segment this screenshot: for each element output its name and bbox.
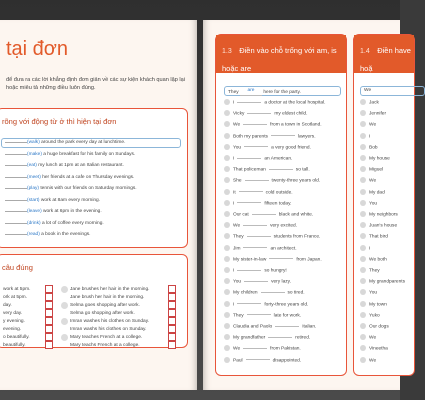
subject-text: My neighbors xyxy=(369,212,398,218)
subject-text: My sister-in-law xyxy=(233,257,267,263)
person-icon xyxy=(360,177,366,183)
person-icon xyxy=(224,121,230,127)
checkbox[interactable] xyxy=(45,293,53,301)
person-icon xyxy=(360,144,366,150)
person-icon xyxy=(360,222,366,228)
answer-blank[interactable] xyxy=(243,225,267,226)
exercise-4-line xyxy=(360,233,388,239)
person-icon xyxy=(360,99,366,105)
exercise-2-right-item xyxy=(61,317,176,325)
subject-text: We xyxy=(369,122,377,128)
exercise-1-line xyxy=(5,140,125,145)
exercise-1-line xyxy=(5,163,124,168)
answer-blank[interactable] xyxy=(243,247,267,248)
answer-blank[interactable] xyxy=(239,191,263,192)
subject-text: We xyxy=(233,223,241,229)
exercise-3-line xyxy=(224,256,322,262)
exercise-1-line xyxy=(5,152,135,157)
exercise-3-line xyxy=(224,278,291,284)
answer-blank[interactable] xyxy=(5,154,27,155)
sentence-rest: a book in the evenings. xyxy=(41,232,91,237)
answer-blank[interactable] xyxy=(5,223,27,224)
exercise-4-line xyxy=(360,301,387,307)
person-icon xyxy=(224,144,230,150)
answer-blank[interactable] xyxy=(275,326,299,327)
exercise-3-number: 1.3 xyxy=(222,48,232,55)
exercise-4-line xyxy=(360,166,383,172)
answer-blank[interactable] xyxy=(246,359,270,360)
answer-blank[interactable] xyxy=(237,158,261,159)
person-icon xyxy=(360,110,366,116)
exercise-3-line xyxy=(224,222,297,228)
sentence-rest: an American. xyxy=(264,156,293,162)
sentence-rest: very excited. xyxy=(270,223,298,229)
answer-blank[interactable] xyxy=(5,177,27,178)
exercise-4-line xyxy=(360,312,380,318)
sentence-rest: forty-three years old. xyxy=(264,301,309,307)
subject-text: Jim xyxy=(233,245,241,251)
exercise-4-line xyxy=(360,189,385,195)
sentence-rest: around the park every day at lunchtime. xyxy=(41,140,126,145)
exercise-4-line xyxy=(360,256,387,262)
subject-text: Vicky xyxy=(233,111,245,117)
sentence-rest: from Japan. xyxy=(296,257,322,263)
exercise-4-line xyxy=(360,222,397,228)
sentence-rest: cold outside. xyxy=(265,189,293,195)
sentence-rest: work at 6pm in the evening. xyxy=(43,209,102,214)
sentence-rest: retired. xyxy=(295,335,311,341)
subject-text: I xyxy=(233,100,235,106)
exercise-4-line xyxy=(360,99,379,105)
subject-text: It xyxy=(233,189,236,195)
subject-text: We xyxy=(369,335,377,341)
sentence-rest: work at 8am every morning. xyxy=(40,197,101,203)
answer-blank[interactable] xyxy=(244,281,268,282)
person-icon xyxy=(224,189,230,195)
verb-hint: (drink) xyxy=(27,220,41,226)
exercise-2-left-item xyxy=(3,309,53,317)
exercise-3-line xyxy=(224,233,320,239)
answer-blank[interactable] xyxy=(237,303,261,304)
exercise-4-line xyxy=(360,155,390,161)
verb-hint: (start) xyxy=(27,197,40,203)
exercise-3-box xyxy=(215,34,347,376)
subject-text: My house xyxy=(369,156,390,162)
sentence-rest: from a town in Scotland. xyxy=(270,122,322,128)
sentence-rest: my eldest child. xyxy=(274,111,308,117)
checkbox[interactable] xyxy=(168,341,176,349)
person-icon xyxy=(360,211,366,217)
subject-text: We both xyxy=(369,257,387,263)
illustration-icon xyxy=(61,302,68,309)
choice-text: evening. xyxy=(3,327,22,333)
checkbox[interactable] xyxy=(45,325,53,333)
sentence-rest: so tall. xyxy=(295,167,310,173)
subject-text: Miguel xyxy=(369,167,384,173)
checkbox[interactable] xyxy=(168,301,176,309)
exercise-2-heading: câu đúng xyxy=(2,263,33,272)
person-icon xyxy=(224,177,230,183)
subject-text: I xyxy=(233,301,235,307)
answer-blank[interactable] xyxy=(244,146,268,147)
choice-text: Jane brushes her hair in the morning. xyxy=(70,287,150,293)
verb-hint: (read) xyxy=(27,232,40,237)
exercise-3-line xyxy=(224,200,291,206)
subject-text: Vineetha xyxy=(369,346,388,352)
person-icon xyxy=(360,166,366,172)
answer-blank[interactable] xyxy=(271,135,295,136)
person-icon xyxy=(224,233,230,239)
illustration-icon xyxy=(61,334,68,341)
person-icon xyxy=(224,289,230,295)
verb-hint: (make) xyxy=(27,151,42,157)
exercise-3-line xyxy=(224,289,305,295)
exercise-4-line xyxy=(360,200,377,206)
subject-text: She xyxy=(233,178,242,184)
person-icon xyxy=(360,267,366,273)
choice-text: day. xyxy=(3,303,12,309)
exercise-2-left-item xyxy=(3,301,53,309)
exercise-4-header xyxy=(354,35,414,73)
exercise-3-header xyxy=(216,35,346,73)
answer-blank[interactable] xyxy=(243,124,267,125)
sentence-rest: from Pakistan. xyxy=(270,346,301,352)
choice-text: y evening. xyxy=(3,319,25,325)
exercise-3-line xyxy=(224,312,301,318)
sentence-rest: disappointed. xyxy=(272,357,302,363)
person-icon xyxy=(360,323,366,329)
person-icon xyxy=(224,312,230,318)
choice-text: ork at 5pm. xyxy=(3,295,27,301)
subject-text: They xyxy=(233,234,244,240)
choice-text: beautifully. xyxy=(3,343,26,349)
exercise-4-line xyxy=(360,245,370,251)
answer-blank[interactable] xyxy=(247,236,271,237)
exercise-3-line xyxy=(224,99,325,105)
subject-text: My grandparents xyxy=(369,279,405,285)
sentence-rest: her friends at a cafe on Thursday evenings. xyxy=(42,174,135,180)
subject-text: My grandfather xyxy=(233,335,266,341)
person-icon xyxy=(360,345,366,351)
exercise-2-left-item xyxy=(3,341,53,349)
sentence-rest: Italian. xyxy=(302,324,317,330)
sentence-rest: an architect. xyxy=(270,245,297,251)
exercise-1-line xyxy=(5,221,104,226)
person-icon xyxy=(360,121,366,127)
exercise-4-box xyxy=(353,34,415,376)
exercise-1-line xyxy=(5,209,102,214)
exercise-4-line xyxy=(360,133,370,139)
choice-text: Jane brush her hair in the morning. xyxy=(70,295,145,301)
exercise-4-line xyxy=(360,289,377,295)
person-icon xyxy=(360,155,366,161)
exercise-2-left-item xyxy=(3,317,53,325)
exercise-3-line xyxy=(224,267,287,273)
answer-blank[interactable] xyxy=(261,292,285,293)
person-icon xyxy=(360,256,366,262)
choice-text: Imran washs his clothes on Sunday. xyxy=(70,327,147,333)
exercise-3-line xyxy=(224,189,293,195)
subject-text: They xyxy=(369,268,380,274)
exercise-4-line xyxy=(360,211,398,217)
checkbox[interactable] xyxy=(45,341,53,349)
choice-text: Mary teaches French at a college. xyxy=(70,335,143,341)
checkbox[interactable] xyxy=(45,301,53,309)
answer-blank[interactable] xyxy=(237,102,261,103)
exercise-3-line xyxy=(224,177,320,183)
exercise-1-line xyxy=(5,198,100,203)
person-icon xyxy=(224,267,230,273)
exercise-1-line xyxy=(5,186,137,191)
exercise-2-right-item xyxy=(61,341,176,349)
answer-blank[interactable] xyxy=(5,188,27,189)
person-icon xyxy=(224,357,230,363)
sentence-rest: a very good friend. xyxy=(271,145,311,151)
exercise-3-line xyxy=(224,211,313,217)
exercise-2-left-item xyxy=(3,325,53,333)
choice-text: very day. xyxy=(3,311,23,317)
answer-blank[interactable] xyxy=(5,211,27,212)
person-icon xyxy=(360,357,366,363)
exercise-3-example: They are here for the party. xyxy=(224,86,341,96)
exercise-3-line xyxy=(224,357,301,363)
answer-blank[interactable] xyxy=(5,200,27,201)
sentence-rest: fifteen today. xyxy=(264,201,292,207)
exercise-2-left-item xyxy=(3,285,53,293)
exercise-3-line xyxy=(224,301,308,307)
subject-text: Both my parents xyxy=(233,133,268,139)
exercise-3-line xyxy=(224,245,297,251)
exercise-2-left-item xyxy=(3,333,53,341)
verb-hint: (play) xyxy=(27,186,39,191)
left-page xyxy=(0,20,197,390)
person-icon xyxy=(224,334,230,340)
exercise-3-heading: Điền vào chỗ trống với am, is hoặc are xyxy=(222,46,337,73)
exercise-4-line xyxy=(360,110,386,116)
person-icon xyxy=(224,323,230,329)
checkbox[interactable] xyxy=(45,285,53,293)
sentence-rest: a lot of coffee every morning. xyxy=(41,220,104,226)
subject-text: My town xyxy=(369,301,387,307)
subject-text: I xyxy=(369,245,371,251)
exercise-4-line xyxy=(360,334,376,340)
checkbox[interactable] xyxy=(168,293,176,301)
choice-text: Imran washes his clothes on Sunday. xyxy=(70,319,150,325)
choice-text: Selma goes shopping after work. xyxy=(70,303,140,309)
exercise-1-line xyxy=(5,175,134,180)
sentence-rest: tennis with our friends on Saturday mornings. xyxy=(40,186,137,191)
subject-text: Our dogs xyxy=(369,324,389,330)
subject-text: Our cat xyxy=(233,212,249,218)
sentence-rest: my lunch at 1pm at an Italian restaurant. xyxy=(38,163,124,168)
exercise-4-number: 1.4 xyxy=(360,48,370,55)
exercise-2-right-item xyxy=(61,309,176,317)
exercise-4-line xyxy=(360,121,376,127)
person-icon xyxy=(360,189,366,195)
checkbox[interactable] xyxy=(168,333,176,341)
checkbox[interactable] xyxy=(168,325,176,333)
checkbox[interactable] xyxy=(168,309,176,317)
exercise-4-line xyxy=(360,357,376,363)
page-title: tại đơn xyxy=(6,38,69,60)
person-icon xyxy=(224,166,230,172)
checkbox[interactable] xyxy=(45,333,53,341)
subject-text: We xyxy=(233,122,241,128)
exercise-2-right-item xyxy=(61,301,176,309)
exercise-2-left-item xyxy=(3,293,53,301)
answer-blank[interactable] xyxy=(269,169,293,170)
exercise-1-line xyxy=(5,232,90,237)
person-icon xyxy=(224,211,230,217)
person-icon xyxy=(224,245,230,251)
subject-text: I xyxy=(233,201,235,207)
person-icon xyxy=(224,155,230,161)
subject-text: Claudia and Paolo xyxy=(233,324,273,330)
exercise-4-heading: Điền have hoặ xyxy=(360,46,411,73)
subject-text: I xyxy=(369,133,371,139)
subject-text: You xyxy=(369,201,378,207)
person-icon xyxy=(224,222,230,228)
exercise-4-line xyxy=(360,177,376,183)
checkbox[interactable] xyxy=(168,285,176,293)
person-icon xyxy=(360,289,366,295)
person-icon xyxy=(224,278,230,284)
exercise-4-line xyxy=(360,345,388,351)
subject-text: My children xyxy=(233,290,258,296)
subject-text: My dad xyxy=(369,189,385,195)
right-page xyxy=(203,20,411,390)
person-icon xyxy=(224,133,230,139)
answer-blank[interactable] xyxy=(247,113,271,114)
intro-text: để đưa ra các lời khẳng định đơn giản về các sự kiện khách quan lặp lại hoặc miêu tả những điều luôn đúng. xyxy=(6,77,186,91)
sentence-rest: a huge breakfast for his family on Sundays. xyxy=(43,151,136,157)
choice-text: Mary teachs French at a college. xyxy=(70,343,140,349)
person-icon xyxy=(360,278,366,284)
subject-text: We xyxy=(233,346,241,352)
exercise-3-line xyxy=(224,133,316,139)
checkbox[interactable] xyxy=(45,309,53,317)
person-icon xyxy=(360,334,366,340)
sentence-rest: late for work. xyxy=(273,313,302,319)
answer-blank[interactable] xyxy=(268,337,292,338)
person-icon xyxy=(224,99,230,105)
sentence-rest: very lazy. xyxy=(271,279,292,285)
verb-hint: (eat) xyxy=(27,163,37,168)
subject-text: Yuko xyxy=(369,313,380,319)
person-icon xyxy=(360,245,366,251)
exercise-3-line xyxy=(224,121,322,127)
choice-text: o beautifully. xyxy=(3,335,30,341)
exercise-4-line xyxy=(360,267,380,273)
person-icon xyxy=(224,110,230,116)
exercise-3-line xyxy=(224,155,292,161)
subject-text: That policeman xyxy=(233,167,266,173)
exercise-3-line xyxy=(224,166,310,172)
sentence-rest: students from France. xyxy=(273,234,321,240)
verb-hint: (walk) xyxy=(27,140,40,145)
answer-blank[interactable] xyxy=(5,142,27,143)
illustration-icon xyxy=(61,286,68,293)
exercise-2-right-item xyxy=(61,333,176,341)
exercise-3-line xyxy=(224,334,310,340)
person-icon xyxy=(224,200,230,206)
exercise-1-box xyxy=(0,108,188,248)
checkbox[interactable] xyxy=(168,317,176,325)
illustration-icon xyxy=(61,318,68,325)
answer-blank[interactable] xyxy=(252,214,276,215)
subject-text: We xyxy=(369,357,377,363)
person-icon xyxy=(360,312,366,318)
sentence-rest: black and white. xyxy=(278,212,314,218)
answer-blank[interactable] xyxy=(245,180,269,181)
choice-text: Selma go shopping after work. xyxy=(70,311,135,317)
subject-text: Paul xyxy=(233,357,243,363)
person-icon xyxy=(360,233,366,239)
answer-blank[interactable] xyxy=(5,234,27,235)
person-icon xyxy=(360,133,366,139)
exercise-4-line xyxy=(360,323,389,329)
person-icon xyxy=(360,301,366,307)
subject-text: I xyxy=(233,268,235,274)
exercise-3-line xyxy=(224,345,301,351)
subject-text: Jack xyxy=(369,100,379,106)
exercise-3-line xyxy=(224,323,316,329)
subject-text: That bird xyxy=(369,234,388,240)
exercise-4-line xyxy=(360,278,405,284)
subject-text: Jennifer xyxy=(369,111,387,117)
exercise-2-box xyxy=(0,254,188,348)
person-icon xyxy=(360,200,366,206)
subject-text: You xyxy=(233,145,242,151)
verb-hint: (leave) xyxy=(27,209,42,214)
subject-text: Bob xyxy=(369,145,378,151)
sentence-rest: so hungry! xyxy=(264,268,287,274)
exercise-3-line xyxy=(224,110,307,116)
answer-blank[interactable] xyxy=(237,202,261,203)
answer-blank[interactable] xyxy=(243,348,267,349)
exercise-2-right-item xyxy=(61,325,176,333)
choice-text: work at 5pm. xyxy=(3,287,31,293)
verb-hint: (meet) xyxy=(27,174,41,180)
sentence-rest: a doctor at the local hospital. xyxy=(264,100,326,106)
answer-blank[interactable] xyxy=(5,165,27,166)
checkbox[interactable] xyxy=(45,317,53,325)
exercise-2-right-item xyxy=(61,285,176,293)
person-icon xyxy=(224,345,230,351)
subject-text: You xyxy=(369,290,378,296)
answer-blank[interactable] xyxy=(269,258,293,259)
exercise-4-line xyxy=(360,144,378,150)
subject-text: I xyxy=(233,156,235,162)
answer-blank[interactable] xyxy=(247,314,271,315)
person-icon xyxy=(224,256,230,262)
exercise-4-example: We xyxy=(360,86,425,96)
exercise-2-right-item xyxy=(61,293,176,301)
person-icon xyxy=(224,301,230,307)
sentence-rest: twenty-three years old. xyxy=(271,178,321,184)
answer-blank[interactable] xyxy=(237,270,261,271)
subject-text: We xyxy=(369,178,377,184)
subject-text: Juan's house xyxy=(369,223,398,229)
sentence-rest: so tired. xyxy=(287,290,305,296)
sentence-rest: lawyers. xyxy=(297,133,316,139)
exercise-1-heading: rõng với động từ ở thì hiện tại đơn xyxy=(2,117,117,126)
exercise-3-line xyxy=(224,144,311,150)
subject-text: You xyxy=(233,279,242,285)
subject-text: They xyxy=(233,313,244,319)
